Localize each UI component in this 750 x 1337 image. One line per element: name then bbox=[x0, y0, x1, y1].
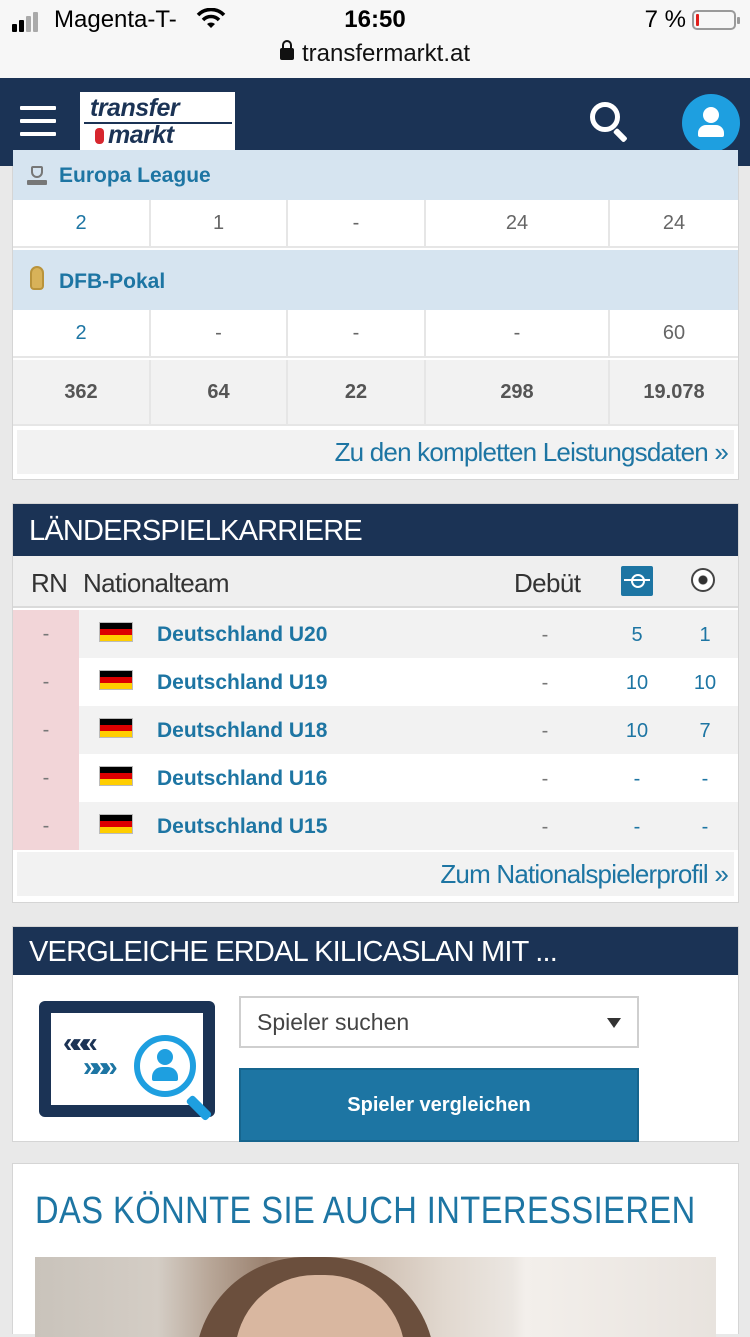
totals-row bbox=[13, 360, 738, 426]
player-search-select[interactable] bbox=[239, 996, 639, 1048]
cell-goals[interactable]: - bbox=[701, 768, 709, 790]
cell-appearances[interactable]: 10 bbox=[625, 672, 649, 694]
stat-appearances[interactable]: 2 bbox=[13, 310, 151, 358]
stat-assists: - bbox=[288, 310, 426, 358]
competition-stats-row bbox=[13, 310, 738, 358]
arrows-right-icon: »»» bbox=[83, 1051, 112, 1082]
table-row bbox=[13, 706, 738, 754]
table-row bbox=[13, 658, 738, 706]
performance-data-box bbox=[12, 166, 739, 480]
column-header-debut: Debüt bbox=[514, 568, 581, 598]
competition-stats-row bbox=[13, 200, 738, 248]
stat-minutes: 24 bbox=[610, 200, 738, 248]
europa-league-trophy-icon bbox=[25, 164, 49, 192]
cell-team[interactable]: Deutschland U15 bbox=[157, 815, 328, 838]
cell-team[interactable]: Deutschland U20 bbox=[157, 623, 328, 646]
cell-appearances[interactable]: 10 bbox=[625, 720, 649, 742]
table-row bbox=[13, 610, 738, 658]
column-header-rn: RN bbox=[31, 568, 68, 598]
competition-header-dfb-pokal bbox=[13, 250, 738, 310]
table-row bbox=[13, 802, 738, 850]
stat-goals: - bbox=[151, 310, 288, 358]
cell-appearances[interactable]: - bbox=[633, 816, 641, 838]
germany-flag-icon bbox=[99, 670, 133, 690]
total-assists: 22 bbox=[288, 360, 426, 426]
full-performance-data-link[interactable]: Zu den kompletten Leistungsdaten » bbox=[17, 430, 734, 474]
section-title: VERGLEICHE ERDAL KILICASLAN MIT ... bbox=[13, 927, 738, 975]
carrier-name: Magenta-T- bbox=[54, 6, 177, 33]
stat-minutes: 60 bbox=[610, 310, 738, 358]
cell-debut: - bbox=[541, 768, 549, 790]
logo-text-top: transfer bbox=[90, 94, 180, 122]
cell-goals[interactable]: - bbox=[701, 816, 709, 838]
section-title: DAS KÖNNTE SIE AUCH INTERESSIEREN bbox=[35, 1190, 696, 1232]
cell-team[interactable]: Deutschland U16 bbox=[157, 767, 328, 790]
compare-players-button[interactable]: Spieler vergleichen bbox=[239, 1068, 639, 1142]
cell-rn: - bbox=[13, 754, 79, 802]
germany-flag-icon bbox=[99, 814, 133, 834]
cell-goals[interactable]: 10 bbox=[693, 672, 717, 694]
international-career-box bbox=[12, 503, 739, 903]
cell-goals[interactable]: 1 bbox=[699, 624, 711, 646]
cell-debut: - bbox=[541, 672, 549, 694]
football-icon bbox=[691, 568, 715, 592]
total-goals: 64 bbox=[151, 360, 288, 426]
cell-debut: - bbox=[541, 624, 549, 646]
cell-rn: - bbox=[13, 706, 79, 754]
lock-icon bbox=[280, 48, 294, 60]
select-placeholder: Spieler suchen bbox=[257, 1009, 410, 1035]
table-header bbox=[13, 556, 738, 608]
germany-flag-icon bbox=[99, 718, 133, 738]
cell-debut: - bbox=[541, 816, 549, 838]
stat-assists: - bbox=[288, 200, 426, 248]
germany-flag-icon bbox=[99, 766, 133, 786]
stat-appearances[interactable]: 2 bbox=[13, 200, 151, 248]
cell-debut: - bbox=[541, 720, 549, 742]
chevron-down-icon bbox=[607, 1018, 621, 1028]
cell-rn: - bbox=[13, 610, 79, 658]
address-bar[interactable] bbox=[0, 40, 750, 68]
stat-cards: 24 bbox=[426, 200, 610, 248]
dfb-pokal-trophy-icon bbox=[25, 266, 49, 294]
table-row bbox=[13, 754, 738, 802]
total-minutes: 19.078 bbox=[610, 360, 738, 426]
national-player-profile-link[interactable]: Zum Nationalspielerprofil » bbox=[17, 852, 734, 896]
total-cards: 298 bbox=[426, 360, 610, 426]
cell-appearances[interactable]: 5 bbox=[631, 624, 643, 646]
section-title: LÄNDERSPIELKARRIERE bbox=[13, 504, 738, 556]
cell-rn: - bbox=[13, 658, 79, 706]
user-account-icon[interactable] bbox=[682, 94, 740, 152]
pitch-icon bbox=[621, 566, 653, 596]
status-bar bbox=[0, 0, 750, 78]
competition-name[interactable]: Europa League bbox=[59, 164, 211, 187]
transfermarkt-logo[interactable] bbox=[80, 92, 235, 153]
germany-flag-icon bbox=[99, 622, 133, 642]
cell-rn: - bbox=[13, 802, 79, 850]
column-header-nationalteam: Nationalteam bbox=[83, 568, 229, 598]
battery-icon bbox=[692, 10, 736, 30]
clock: 16:50 bbox=[344, 6, 406, 33]
cell-goals[interactable]: 7 bbox=[699, 720, 711, 742]
competition-name[interactable]: DFB-Pokal bbox=[59, 270, 166, 293]
stat-goals: 1 bbox=[151, 200, 288, 248]
stat-cards: - bbox=[426, 310, 610, 358]
competition-header-europa-league bbox=[13, 150, 738, 200]
menu-icon[interactable] bbox=[20, 106, 56, 136]
url-text: transfermarkt.at bbox=[301, 40, 471, 67]
arrows-left-icon: ««« bbox=[63, 1027, 92, 1058]
compare-illustration bbox=[39, 1001, 215, 1117]
compare-player-box bbox=[12, 926, 739, 1142]
article-image[interactable] bbox=[35, 1257, 716, 1337]
magnifier-person-icon bbox=[134, 1035, 196, 1097]
logo-text-bottom: markt bbox=[108, 121, 174, 149]
cell-team[interactable]: Deutschland U18 bbox=[157, 719, 328, 742]
cell-appearances[interactable]: - bbox=[633, 768, 641, 790]
search-icon[interactable] bbox=[588, 100, 632, 144]
battery-percent: 7 % bbox=[644, 6, 686, 33]
cell-team[interactable]: Deutschland U19 bbox=[157, 671, 328, 694]
recommendations-box bbox=[12, 1163, 739, 1334]
total-appearances: 362 bbox=[13, 360, 151, 426]
